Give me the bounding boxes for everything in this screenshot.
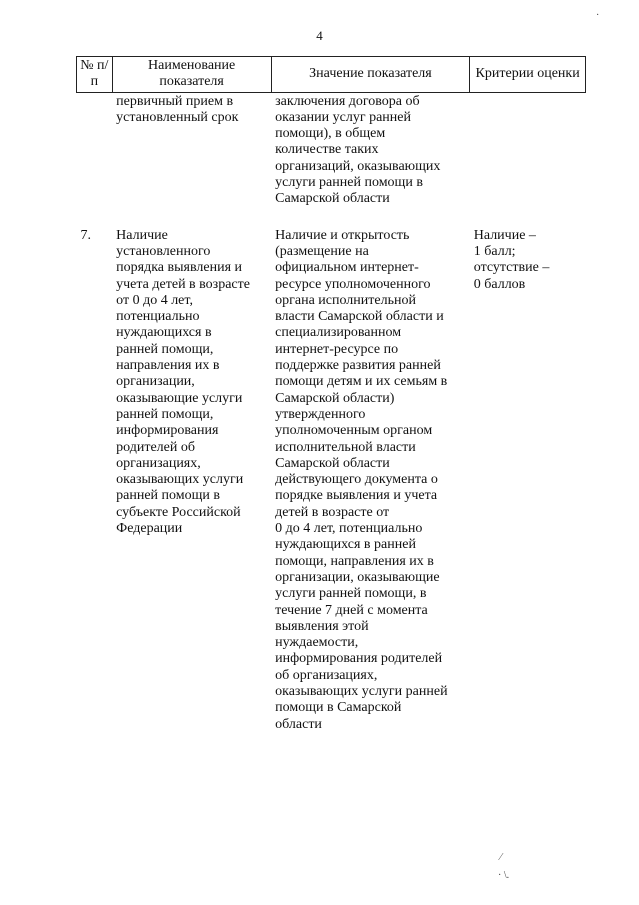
- text-line: 1 балл;: [473, 243, 516, 259]
- text-line: 0 до 4 лет, потенциально: [275, 521, 423, 537]
- text-line: Наличие –: [473, 227, 536, 243]
- text-line: ранней помощи,: [116, 341, 214, 357]
- text-line: количестве таких: [275, 142, 379, 158]
- text-line: интернет-ресурсе по: [275, 341, 399, 357]
- text-line: (размещение на: [275, 243, 369, 259]
- text-line: помощи детям и их семьям в: [275, 374, 448, 390]
- text-line: организации, оказывающие: [275, 569, 440, 585]
- text-line: помощи, направления их в: [275, 553, 434, 569]
- text-line: отсутствие –: [473, 260, 550, 276]
- text-line: организаций, оказывающих: [275, 158, 441, 174]
- cell-number-7: 7.: [80, 227, 91, 243]
- text-line: Наличие и открытость: [275, 227, 410, 243]
- text-line: ресурсе уполномоченного: [275, 276, 431, 292]
- text-line: исполнительной власти: [275, 439, 416, 455]
- cell-name-continued: [112, 92, 271, 208]
- text-line: власти Самарской области и: [275, 309, 444, 325]
- text-line: оказании услуг ранней: [275, 109, 411, 125]
- table-row-7: [77, 208, 586, 733]
- text-line: оказывающие услуги: [116, 390, 243, 406]
- header-number-line2: п/п: [90, 58, 109, 90]
- text-line: установленного: [116, 243, 211, 259]
- header-number: [77, 57, 113, 93]
- text-line: первичный прием в: [116, 93, 234, 109]
- text-line: от 0 до 4 лет,: [116, 292, 193, 308]
- scan-speck: · \.: [498, 870, 510, 881]
- scan-speck: ·: [596, 10, 600, 21]
- text-line: установленный срок: [116, 109, 239, 125]
- header-criteria-line2: оценки: [537, 66, 580, 82]
- text-line: организациях,: [116, 455, 201, 471]
- text-line: органа исполнительной: [275, 292, 416, 308]
- text-line: ранней помощи,: [116, 406, 214, 422]
- text-line: услуги ранней помощи в: [275, 175, 423, 191]
- text-line: Наличие: [116, 227, 168, 243]
- text-line: Самарской области: [275, 455, 390, 471]
- text-line: 0 баллов: [473, 276, 526, 292]
- text-line: нуждаемости,: [275, 635, 359, 651]
- header-number-line1: №: [80, 58, 94, 73]
- text-line: направления их в: [116, 358, 220, 374]
- text-line: специализированном: [275, 325, 402, 341]
- text-line: помощи в Самарской: [275, 700, 402, 716]
- header-criteria: [470, 57, 586, 93]
- text-line: уполномоченным органом: [275, 423, 433, 439]
- header-value: Значение показателя: [271, 57, 470, 93]
- text-line: утвержденного: [275, 406, 366, 422]
- text-line: учета детей в возрасте: [116, 276, 250, 292]
- text-line: информирования родителей: [275, 651, 443, 667]
- scan-speck: ⁄: [500, 852, 502, 863]
- text-line: информирования: [116, 423, 219, 439]
- text-line: об организациях,: [275, 667, 378, 683]
- text-line: действующего документа о: [275, 472, 438, 488]
- text-line: потенциально: [116, 309, 200, 325]
- text-line: Самарской области): [275, 390, 395, 406]
- table-header-row: [77, 57, 586, 93]
- text-line: заключения договора об: [275, 93, 420, 109]
- text-line: нуждающихся в ранней: [275, 537, 416, 553]
- cell-criteria-7: [470, 208, 586, 733]
- text-line: поддержке развития ранней: [275, 358, 441, 374]
- table-row-continued: [77, 92, 586, 208]
- text-line: порядка выявления и: [116, 260, 242, 276]
- text-line: течение 7 дней с момента: [275, 602, 428, 618]
- text-line: нуждающихся в: [116, 325, 212, 341]
- text-line: области: [275, 716, 322, 732]
- text-line: оказывающих услуги: [116, 472, 244, 488]
- header-name-line1: Наименование: [148, 58, 236, 73]
- header-criteria-line1: Критерии: [475, 66, 534, 82]
- text-line: субъекте Российской: [116, 504, 241, 520]
- text-line: ранней помощи в: [116, 488, 221, 504]
- text-line: помощи), в общем: [275, 126, 386, 142]
- cell-number-continued: [77, 92, 113, 208]
- cell-value-continued: [271, 92, 470, 208]
- text-line: детей в возрасте от: [275, 504, 390, 520]
- cell-criteria-continued: [470, 92, 586, 208]
- text-line: оказывающих услуги ранней: [275, 683, 448, 699]
- header-name-line2: показателя: [159, 74, 224, 90]
- text-line: выявления этой: [275, 618, 369, 634]
- header-name: [112, 57, 271, 93]
- page-number: 4: [316, 28, 323, 43]
- cell-name-7: [112, 208, 271, 733]
- cell-value-7: [271, 208, 470, 733]
- text-line: услуги ранней помощи, в: [275, 586, 427, 602]
- text-line: родителей об: [116, 439, 195, 455]
- text-line: порядке выявления и учета: [275, 488, 438, 504]
- text-line: организации,: [116, 374, 195, 390]
- text-line: официальном интернет-: [275, 260, 419, 276]
- text-line: Самарской области: [275, 191, 390, 207]
- text-line: Федерации: [116, 521, 183, 537]
- indicators-table: [76, 56, 586, 733]
